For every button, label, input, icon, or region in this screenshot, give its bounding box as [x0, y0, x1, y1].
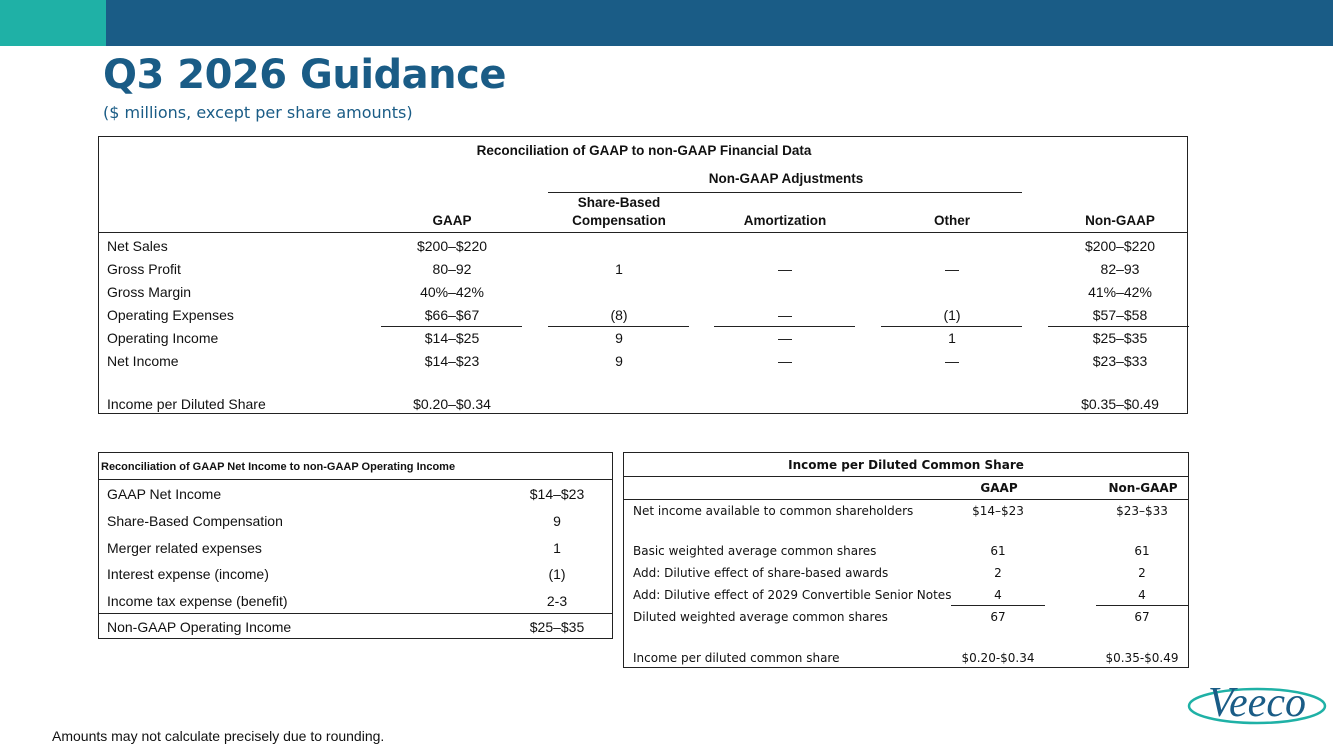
row-label: Add: Dilutive effect of 2029 Convertible Senior Notes: [633, 588, 952, 602]
row-non-gaap: 2: [1138, 566, 1146, 580]
title-rule: [624, 476, 1188, 477]
subtotal-rule-non-gaap: [1048, 326, 1189, 327]
opex-gaap: $66–$67: [424, 307, 480, 323]
eps-gaap: $0.20–$0.34: [413, 396, 491, 412]
table-row: [99, 588, 612, 614]
table-row: [99, 561, 612, 587]
op-income-other: 1: [948, 330, 956, 346]
opex-sbc: (8): [610, 307, 628, 323]
row-label-net-income: Net Income: [107, 353, 179, 369]
table-title: Income per Diluted Common Share: [788, 458, 1024, 472]
row-non-gaap: $23–$33: [1116, 504, 1168, 518]
group-header-rule: [548, 192, 1022, 193]
row-label-operating-income: Operating Income: [107, 330, 219, 346]
net-income-other: —: [945, 353, 959, 369]
row-gaap: 61: [990, 544, 1006, 558]
net-income-sbc: 9: [615, 353, 623, 369]
row-value: 2-3: [546, 593, 568, 609]
logo-wordmark: Veeco: [1208, 680, 1306, 726]
col-header-amortization: Amortization: [743, 213, 827, 228]
header-rule: [99, 232, 1187, 233]
row-gaap: $0.20-$0.34: [961, 651, 1035, 665]
row-label: Net income available to common shareholders: [633, 504, 914, 518]
row-gaap: 2: [994, 566, 1002, 580]
col-header-other: Other: [933, 213, 971, 228]
row-value: 1: [553, 540, 561, 556]
row-label-operating-expenses: Operating Expenses: [107, 307, 234, 323]
col-header-non-gaap: Non-GAAP: [1085, 213, 1155, 228]
row-label: Income tax expense (benefit): [107, 593, 288, 609]
table-title: Reconciliation of GAAP Net Income to non-GAAP Operating Income: [101, 461, 456, 473]
table-row: [99, 535, 612, 561]
col-header-gaap: GAAP: [432, 213, 472, 228]
header-rule: [624, 499, 1188, 500]
col-header-sbc-line1: Share-Based: [577, 195, 661, 210]
op-income-non-gaap: $25–$35: [1092, 330, 1148, 346]
row-label: Add: Dilutive effect of share-based awards: [633, 566, 889, 580]
subtotal-rule-sbc: [548, 326, 689, 327]
op-income-gaap: $14–$25: [424, 330, 480, 346]
table-row: [99, 508, 612, 534]
opex-non-gaap: $57–$58: [1092, 307, 1148, 323]
gaap-reconciliation-table: [98, 136, 1188, 414]
row-value: 9: [553, 513, 561, 529]
row-label-net-sales: Net Sales: [107, 238, 168, 254]
row-label: Income per diluted common share: [633, 651, 840, 665]
row-label: GAAP Net Income: [107, 486, 222, 502]
subtotal-rule-non-gaap: [1096, 605, 1188, 606]
row-value: (1): [548, 566, 566, 582]
top-banner: [0, 0, 1333, 46]
row-non-gaap: 67: [1134, 610, 1150, 624]
row-non-gaap: 4: [1138, 588, 1146, 602]
eps-non-gaap: $0.35–$0.49: [1081, 396, 1159, 412]
net-income-reconciliation-table: [98, 452, 613, 639]
table-title: Reconciliation of GAAP to non-GAAP Financial Data: [476, 143, 812, 158]
top-banner-accent: [0, 0, 106, 46]
row-non-gaap: $0.35-$0.49: [1105, 651, 1179, 665]
col-header-sbc-line2: Compensation: [572, 213, 666, 228]
row-value: $14–$23: [529, 486, 585, 502]
gross-margin-gaap: 40%–42%: [420, 284, 484, 300]
gross-margin-non-gaap: 41%–42%: [1088, 284, 1152, 300]
op-income-amortization: —: [778, 330, 792, 346]
table-row-total: [99, 613, 612, 639]
net-sales-non-gaap: $200–$220: [1084, 238, 1156, 254]
row-gaap: $14–$23: [972, 504, 1024, 518]
net-income-non-gaap: $23–$33: [1092, 353, 1148, 369]
adjustments-group-header: Non-GAAP Adjustments: [708, 171, 864, 186]
row-label: Diluted weighted average common shares: [633, 610, 888, 624]
gross-profit-amortization: —: [778, 261, 792, 277]
veeco-logo: [1186, 678, 1328, 730]
net-income-amortization: —: [778, 353, 792, 369]
gross-profit-non-gaap: 82–93: [1100, 261, 1140, 277]
row-label-gross-profit: Gross Profit: [107, 261, 181, 277]
opex-other: (1): [943, 307, 961, 323]
row-label: Non-GAAP Operating Income: [107, 619, 292, 635]
table-row: [99, 481, 612, 507]
net-sales-gaap: $200–$220: [416, 238, 488, 254]
row-label: Merger related expenses: [107, 540, 262, 556]
gross-profit-gaap: 80–92: [432, 261, 472, 277]
row-label-gross-margin: Gross Margin: [107, 284, 192, 300]
op-income-sbc: 9: [615, 330, 623, 346]
row-gaap: 4: [994, 588, 1002, 602]
page-subtitle: ($ millions, except per share amounts): [103, 103, 413, 122]
col-header-non-gaap: Non-GAAP: [1108, 481, 1178, 495]
rounding-footnote: Amounts may not calculate precisely due to rounding.: [52, 728, 385, 744]
table-header: [99, 453, 612, 480]
row-gaap: 67: [990, 610, 1006, 624]
page-title: Q3 2026 Guidance: [103, 52, 506, 98]
row-label: Interest expense (income): [107, 566, 269, 582]
row-label: Basic weighted average common shares: [633, 544, 877, 558]
gross-profit-sbc: 1: [615, 261, 623, 277]
row-non-gaap: 61: [1134, 544, 1150, 558]
subtotal-rule-other: [881, 326, 1022, 327]
row-value: $25–$35: [529, 619, 585, 635]
row-label-income-per-diluted-share: Income per Diluted Share: [107, 396, 266, 412]
opex-amortization: —: [778, 307, 792, 323]
net-income-gaap: $14–$23: [424, 353, 480, 369]
income-per-share-table: [623, 452, 1189, 668]
col-header-gaap: GAAP: [980, 481, 1018, 495]
subtotal-rule-gaap: [951, 605, 1045, 606]
subtotal-rule-amortization: [714, 326, 855, 327]
subtotal-rule-gaap: [381, 326, 522, 327]
row-label: Share-Based Compensation: [107, 513, 283, 529]
gross-profit-other: —: [945, 261, 959, 277]
